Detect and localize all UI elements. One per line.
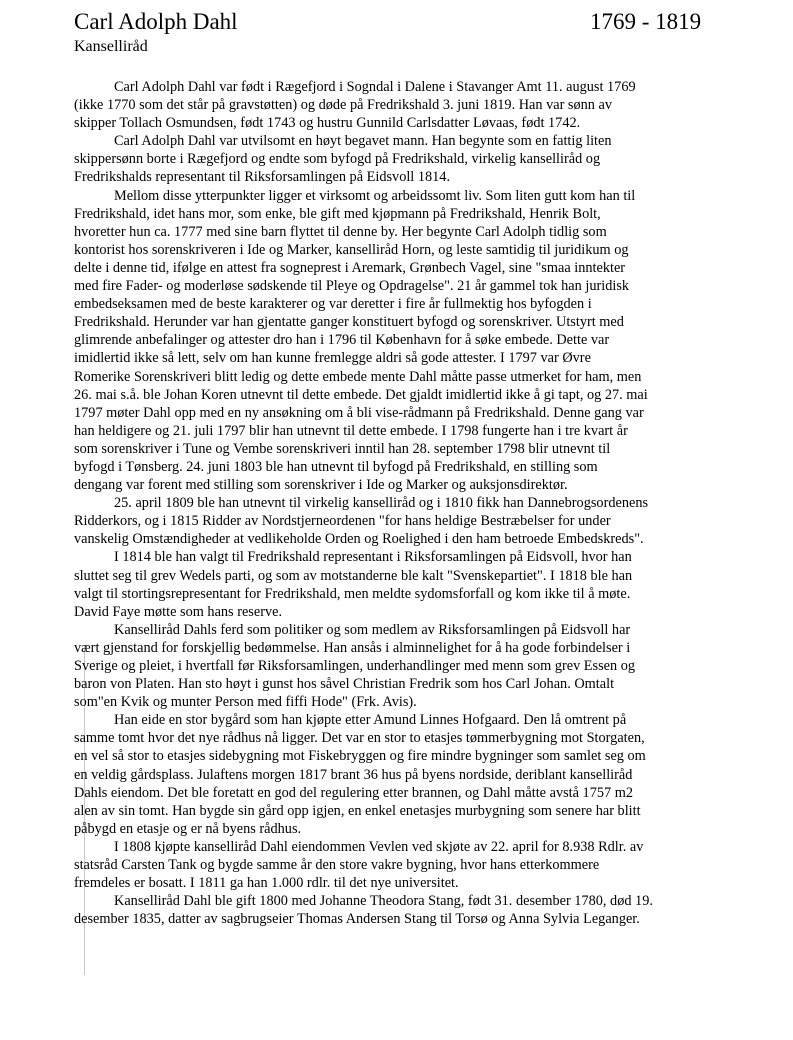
text-line: vanskelig Omstændigheder at vedlikeholde Orden og Roelighed i den ham betroede Embedskreds". [74, 531, 644, 548]
text-line: samme tomt hvor det nye rådhus nå ligger. Det var en stor to etasjes tømmerbygning mot Storgaten, [74, 730, 645, 747]
paragraph [74, 132, 734, 186]
text-line: en veldig gårdsplass. Julaftens morgen 1817 brant 36 hus på byens nordside, deriblant kanselliråd [74, 766, 633, 783]
text-line: 1797 møter Dahl opp med en ny ansøkning om å bli vise-rådmann på Fredrikshald. Denne gang var [74, 404, 644, 421]
text-line: han heldigere og 21. juli 1797 blir han utnevnt til dette embede. I 1798 fungerte han i tre kvart år [74, 422, 628, 439]
paragraph [74, 711, 734, 838]
text-line: fremdeles er bosatt. I 1811 ga han 1.000 rdlr. til det nye universitet. [74, 875, 459, 892]
text-line: 25. april 1809 ble han utnevnt til virkelig kanselliråd og i 1810 fikk han Dannebrogsordenens [114, 495, 649, 512]
text-line: Dahls eiendom. Det ble foretatt en god del regulering etter brannen, og Dahl måtte avstå 1757 m2 [74, 784, 633, 801]
text-line: embedseksamen med de beste karakterer og var deretter i fire år fullmektig hos byfogden i [74, 296, 592, 313]
text-line: statsråd Carsten Tank og bygde samme år den store vakre bygning, hvor hans etterkommere [74, 857, 600, 874]
paragraph [74, 838, 734, 892]
paragraph [74, 892, 734, 928]
text-line: I 1814 ble han valgt til Fredrikshald representant i Riksforsamlingen på Eidsvoll, hvor han [114, 549, 632, 566]
text-line: alen av sin tomt. Han bygde sin gård opp igjen, en enkel enetasjes murbygning som senere har blitt [74, 802, 641, 819]
text-line: dengang var forent med stilling som sorenskriver i Ide og Marker og auksjonsdirektør. [74, 477, 568, 494]
text-line: desember 1835, datter av sagbrugseier Thomas Andersen Stang til Torsø og Anna Sylvia Leganger. [74, 911, 640, 928]
text-line: I 1808 kjøpte kanselliråd Dahl eiendommen Vevlen ved skjøte av 22. april for 8.938 Rdlr. av [114, 838, 644, 855]
text-line: Han eide en stor bygård som han kjøpte etter Amund Linnes Hofgaard. Den lå omtrent på [114, 712, 627, 729]
paragraph [74, 78, 734, 132]
text-line: Kanselliråd Dahls ferd som politiker og som medlem av Riksforsamlingen på Eidsvoll har [114, 621, 631, 638]
text-line: hvoretter hun ca. 1777 med sine barn flyttet til denne by. Her begynte Carl Adolph tidlig som [74, 223, 607, 240]
text-line: 26. mai s.å. ble Johan Koren utnevnt til dette embede. Det gjaldt imidlertid ikke å gi tapt, og 27. mai [74, 386, 648, 403]
text-line: Romerike Sorenskriveri blitt ledig og dette embede mente Dahl måtte passe utmerket for ham, men [74, 368, 642, 385]
text-line: delte i denne tid, ifølge en attest fra sogneprest i Aremark, Grønbech Vagel, sine "smaa inntekter [74, 259, 626, 276]
text-line: Fredrikshald, idet hans mor, som enke, ble gift med kjøpmann på Fredrikshald, Henrik Bolt, [74, 205, 601, 222]
text-line: David Faye møtte som hans reserve. [74, 603, 283, 620]
text-line: glimrende anbefalinger og attester dro han i 1796 til København for å søke embede. Dette var [74, 332, 610, 349]
text-line: skipper Tollach Osmundsen, født 1743 og hustru Gunnild Carlsdatter Løvaas, født 1742. [74, 115, 581, 132]
text-line: som sorenskriver i Tune og Vembe sorenskriveri inntil han 28. september 1798 blir utnevnt til [74, 440, 611, 457]
text-line: byfogd i Tønsberg. 24. juni 1803 ble han utnevnt til byfogd på Fredrikshald, en stilling som [74, 458, 598, 475]
text-line: (ikke 1770 som det står på gravstøtten) og døde på Fredrikshald 3. juni 1819. Han var sønn av [74, 97, 613, 114]
text-line: Ridderkors, og i 1815 Ridder av Nordstjerneordenen "for hans heldige Bestræbelser for under [74, 513, 611, 530]
document-body [74, 78, 734, 928]
text-line: sluttet seg til grev Wedels parti, og som av motstanderne ble kalt "Svenskepartiet". I 1818 ble han [74, 567, 633, 584]
paragraph [74, 494, 734, 548]
text-line: baron von Platen. Han sto høyt i gunst hos såvel Christian Fredrik som hos Carl Johan. Omtalt [74, 676, 615, 693]
text-line: med fire Fader- og moderløse sødskende til Pleye og Opdragelse". 21 år gammel tok han juridisk [74, 278, 630, 295]
text-line: Mellom disse ytterpunkter ligger et virksomt og arbeidssomt liv. Som liten gutt kom han til [114, 187, 636, 204]
text-line: påbygd en etasje og er nå byens rådhus. [74, 820, 302, 837]
document-title: Carl Adolph Dahl [74, 9, 238, 34]
life-years: 1769 - 1819 [590, 9, 702, 34]
text-line: Carl Adolph Dahl var utvilsomt en høyt begavet mann. Han begynte som en fattig liten [114, 133, 612, 150]
text-line: Carl Adolph Dahl var født i Rægefjord i Sogndal i Dalene i Stavanger Amt 11. august 1769 [114, 79, 636, 95]
document-subtitle: Kanselliråd [74, 38, 148, 55]
text-line: en vel så stor to etasjes sidebygning mot Fiskebryggen og fire mindre bygninger som samlet seg om [74, 748, 646, 765]
text-line: Fredrikshald. Herunder var han gjentatte ganger konstituert byfogd og sorenskriver. Utstyrt med [74, 314, 624, 331]
text-line: valgt til stortingsrepresentant for Fredrikshald, men meldte sydomsforfall og kom ikke til å møte. [74, 585, 631, 602]
text-line: som"en Kvik og munter Person med fiffi Hode" (Frk. Avis). [74, 694, 417, 711]
text-line: kontorist hos sorenskriveren i Ide og Marker, kanselliråd Horn, og leste samtidig til juridikum og [74, 241, 629, 258]
text-line: vært gjenstand for forskjellig bedømmelse. Han ansås i alminnelighet for å ha gode forbindelser i [74, 639, 631, 656]
paragraph [74, 548, 734, 620]
text-line: Fredrikshalds representant til Riksforsamlingen på Eidsvoll 1814. [74, 169, 451, 186]
paragraph [74, 187, 734, 495]
paragraph [74, 621, 734, 711]
text-line: imidlertid ikke så lett, selv om han kunne fremlegge aldri så gode attester. I 1797 var Øvre [74, 350, 591, 367]
text-line: Kanselliråd Dahl ble gift 1800 med Johanne Theodora Stang, født 31. desember 1780, død 19. [114, 893, 653, 910]
text-line: skippersønn borte i Rægefjord og endte som byfogd på Fredrikshald, virkelig kanselliråd og [74, 151, 601, 168]
text-line: Sverige og pleiet, i hvertfall før Riksforsamlingen, underhandlinger med menn som grev Essen og [74, 658, 636, 674]
